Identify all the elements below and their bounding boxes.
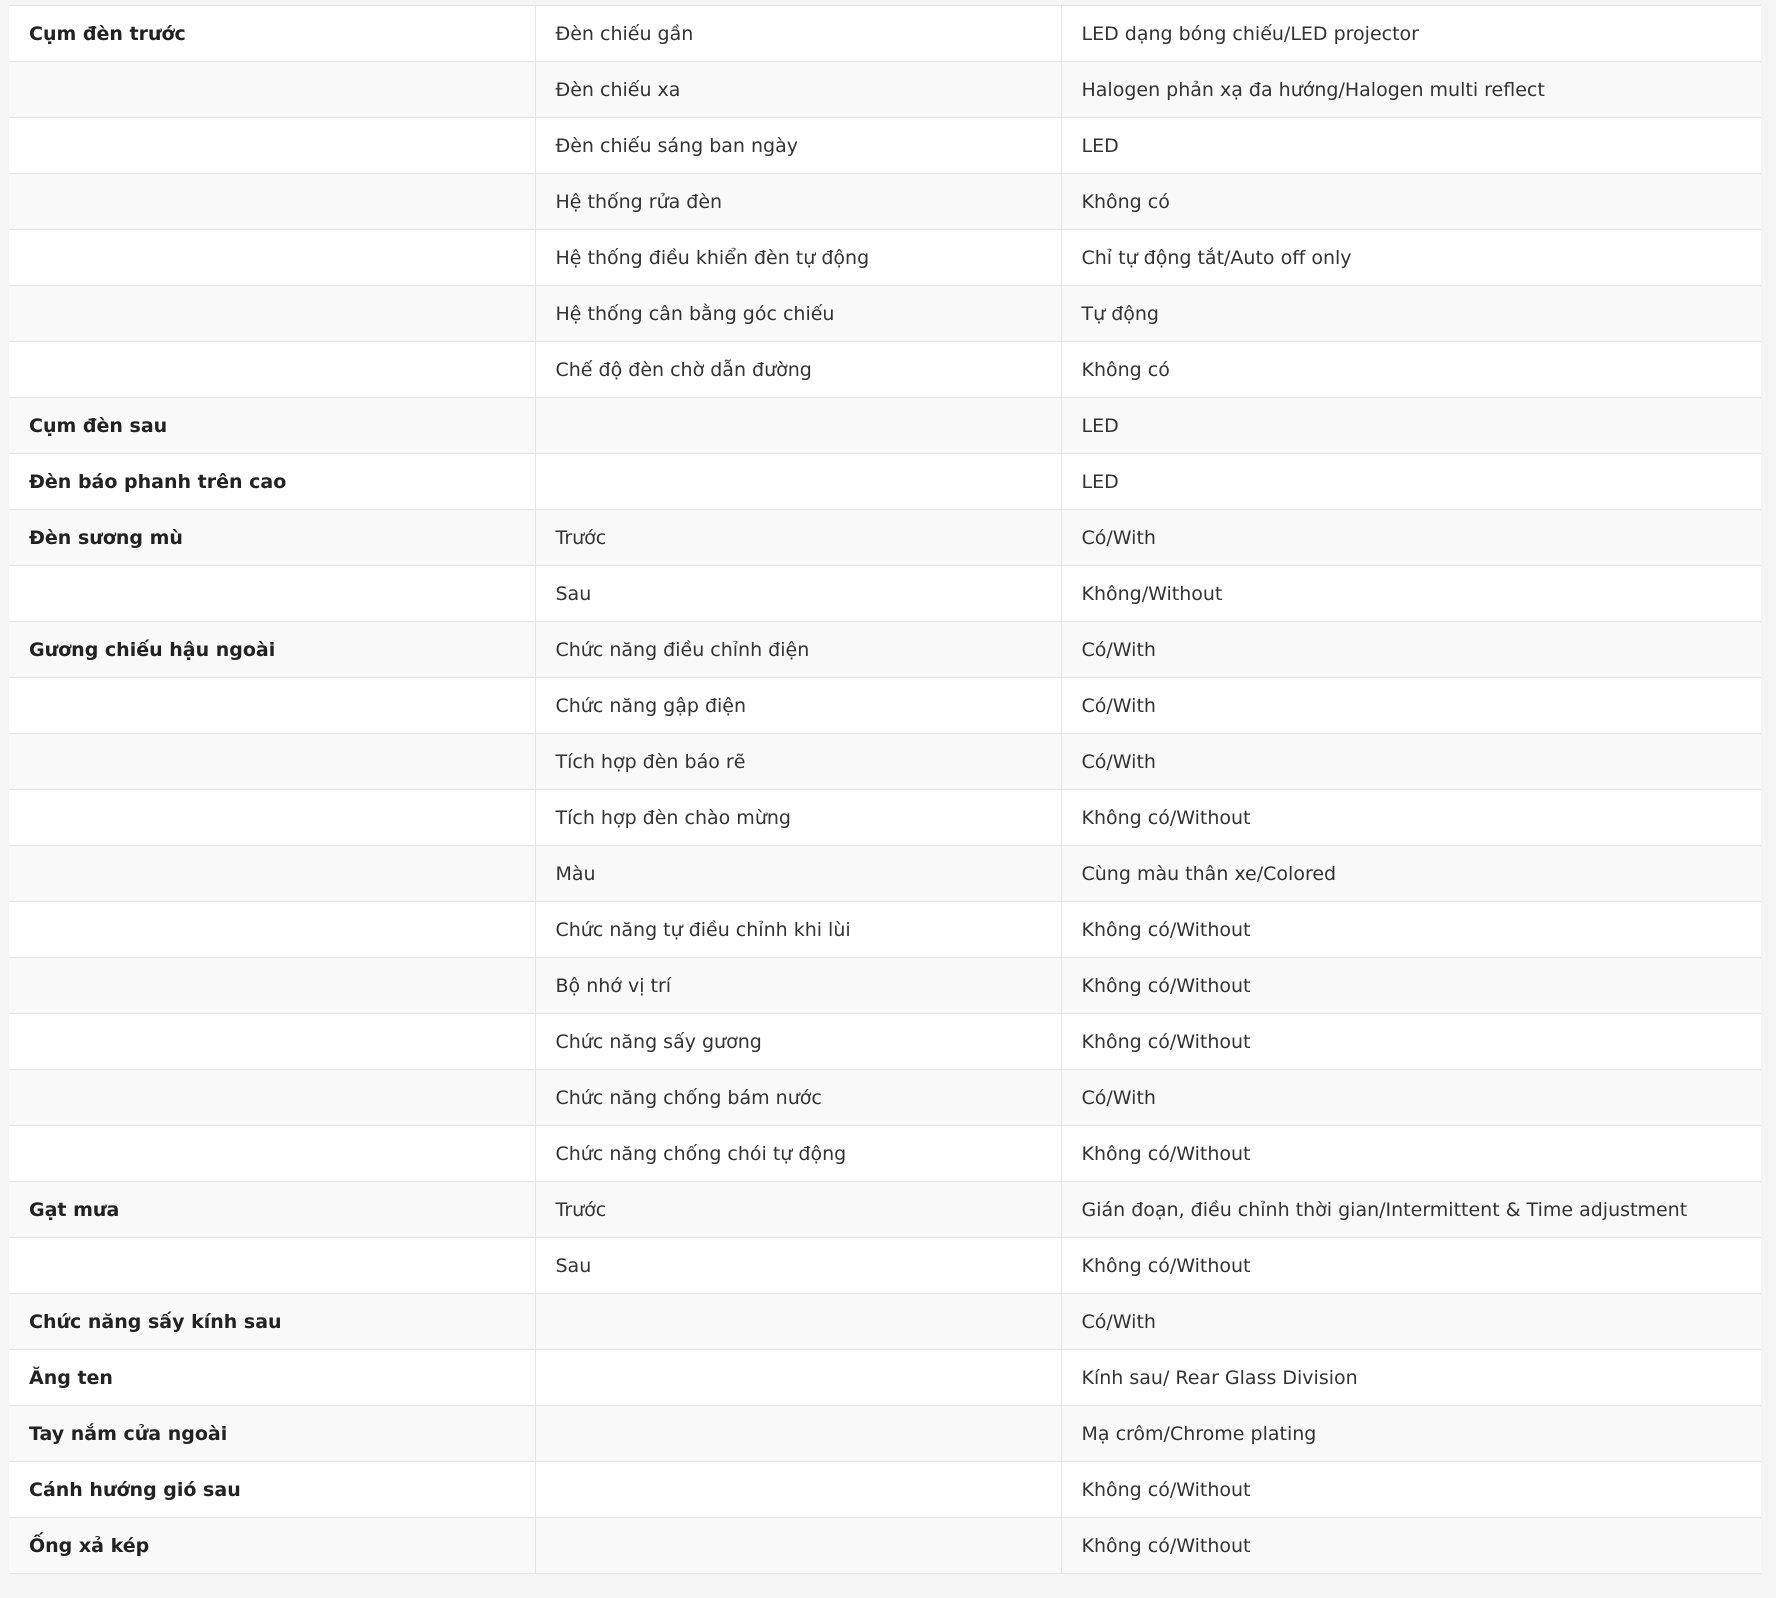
value-cell: Có/With: [1061, 734, 1761, 790]
category-cell: [9, 174, 535, 230]
table-row: [9, 174, 1761, 230]
value-cell: LED: [1061, 454, 1761, 510]
table-row: [9, 398, 1761, 454]
feature-cell: Bộ nhớ vị trí: [535, 958, 1061, 1014]
category-cell: [9, 118, 535, 174]
feature-cell: [535, 1462, 1061, 1518]
table-row: [9, 1518, 1761, 1574]
feature-cell: Trước: [535, 1182, 1061, 1238]
table-row: [9, 734, 1761, 790]
exterior-spec-table: [9, 5, 1761, 1574]
value-cell: Không có/Without: [1061, 1238, 1761, 1294]
table-row: [9, 902, 1761, 958]
feature-cell: Đèn chiếu sáng ban ngày: [535, 118, 1061, 174]
category-cell: Đèn sương mù: [9, 510, 535, 566]
value-cell: Gián đoạn, điều chỉnh thời gian/Intermittent & Time adjustment: [1061, 1182, 1761, 1238]
table-row: [9, 958, 1761, 1014]
feature-cell: Chế độ đèn chờ dẫn đường: [535, 342, 1061, 398]
value-cell: Không có/Without: [1061, 1518, 1761, 1574]
value-cell: LED: [1061, 118, 1761, 174]
category-cell: [9, 1070, 535, 1126]
category-cell: [9, 230, 535, 286]
feature-cell: Hệ thống cân bằng góc chiếu: [535, 286, 1061, 342]
category-cell: Ống xả kép: [9, 1518, 535, 1574]
value-cell: LED dạng bóng chiếu/LED projector: [1061, 6, 1761, 62]
feature-cell: Chức năng điều chỉnh điện: [535, 622, 1061, 678]
feature-cell: [535, 1518, 1061, 1574]
feature-cell: [535, 398, 1061, 454]
value-cell: Có/With: [1061, 1070, 1761, 1126]
category-cell: [9, 1126, 535, 1182]
category-cell: [9, 734, 535, 790]
table-row: [9, 118, 1761, 174]
category-cell: [9, 902, 535, 958]
table-row: [9, 622, 1761, 678]
value-cell: Tự động: [1061, 286, 1761, 342]
category-cell: Cánh hướng gió sau: [9, 1462, 535, 1518]
value-cell: Không có/Without: [1061, 958, 1761, 1014]
category-cell: Ăng ten: [9, 1350, 535, 1406]
category-cell: [9, 678, 535, 734]
table-row: [9, 678, 1761, 734]
category-cell: [9, 342, 535, 398]
category-cell: Tay nắm cửa ngoài: [9, 1406, 535, 1462]
feature-cell: [535, 454, 1061, 510]
value-cell: Có/With: [1061, 622, 1761, 678]
table-row: [9, 1182, 1761, 1238]
category-cell: [9, 1014, 535, 1070]
table-row: [9, 62, 1761, 118]
category-cell: Đèn báo phanh trên cao: [9, 454, 535, 510]
value-cell: Chỉ tự động tắt/Auto off only: [1061, 230, 1761, 286]
category-cell: Gương chiếu hậu ngoài: [9, 622, 535, 678]
table-row: [9, 1238, 1761, 1294]
table-row: [9, 1350, 1761, 1406]
category-cell: [9, 566, 535, 622]
category-cell: Cụm đèn trước: [9, 6, 535, 62]
feature-cell: [535, 1294, 1061, 1350]
value-cell: Không có/Without: [1061, 902, 1761, 958]
table-row: [9, 1126, 1761, 1182]
feature-cell: Chức năng gập điện: [535, 678, 1061, 734]
category-cell: [9, 846, 535, 902]
feature-cell: Màu: [535, 846, 1061, 902]
feature-cell: Hệ thống điều khiển đèn tự động: [535, 230, 1061, 286]
table-row: [9, 342, 1761, 398]
feature-cell: Chức năng chống chói tự động: [535, 1126, 1061, 1182]
table-row: [9, 286, 1761, 342]
table-row: [9, 230, 1761, 286]
table-row: [9, 1462, 1761, 1518]
category-cell: Chức năng sấy kính sau: [9, 1294, 535, 1350]
feature-cell: Trước: [535, 510, 1061, 566]
feature-cell: Chức năng tự điều chỉnh khi lùi: [535, 902, 1061, 958]
table-row: [9, 1406, 1761, 1462]
value-cell: Không có/Without: [1061, 1462, 1761, 1518]
value-cell: Không có: [1061, 342, 1761, 398]
value-cell: Không có/Without: [1061, 1014, 1761, 1070]
category-cell: [9, 1238, 535, 1294]
feature-cell: [535, 1350, 1061, 1406]
feature-cell: Tích hợp đèn báo rẽ: [535, 734, 1061, 790]
value-cell: Không có/Without: [1061, 1126, 1761, 1182]
table-row: [9, 566, 1761, 622]
value-cell: Cùng màu thân xe/Colored: [1061, 846, 1761, 902]
value-cell: Có/With: [1061, 678, 1761, 734]
value-cell: Mạ crôm/Chrome plating: [1061, 1406, 1761, 1462]
feature-cell: Sau: [535, 566, 1061, 622]
feature-cell: Tích hợp đèn chào mừng: [535, 790, 1061, 846]
table-row: [9, 1014, 1761, 1070]
category-cell: [9, 62, 535, 118]
value-cell: Kính sau/ Rear Glass Division: [1061, 1350, 1761, 1406]
feature-cell: Đèn chiếu gần: [535, 6, 1061, 62]
category-cell: Gạt mưa: [9, 1182, 535, 1238]
value-cell: Có/With: [1061, 510, 1761, 566]
feature-cell: Chức năng chống bám nước: [535, 1070, 1061, 1126]
category-cell: [9, 286, 535, 342]
feature-cell: [535, 1406, 1061, 1462]
spec-table-body: [9, 6, 1761, 1574]
table-row: [9, 1294, 1761, 1350]
category-cell: [9, 790, 535, 846]
feature-cell: Sau: [535, 1238, 1061, 1294]
table-row: [9, 510, 1761, 566]
table-row: [9, 6, 1761, 62]
value-cell: LED: [1061, 398, 1761, 454]
category-cell: [9, 958, 535, 1014]
value-cell: Halogen phản xạ đa hướng/Halogen multi reflect: [1061, 62, 1761, 118]
value-cell: Không có/Without: [1061, 790, 1761, 846]
value-cell: Không/Without: [1061, 566, 1761, 622]
table-row: [9, 790, 1761, 846]
feature-cell: Đèn chiếu xa: [535, 62, 1061, 118]
feature-cell: Chức năng sấy gương: [535, 1014, 1061, 1070]
feature-cell: Hệ thống rửa đèn: [535, 174, 1061, 230]
category-cell: Cụm đèn sau: [9, 398, 535, 454]
table-row: [9, 846, 1761, 902]
value-cell: Không có: [1061, 174, 1761, 230]
table-row: [9, 454, 1761, 510]
table-row: [9, 1070, 1761, 1126]
value-cell: Có/With: [1061, 1294, 1761, 1350]
